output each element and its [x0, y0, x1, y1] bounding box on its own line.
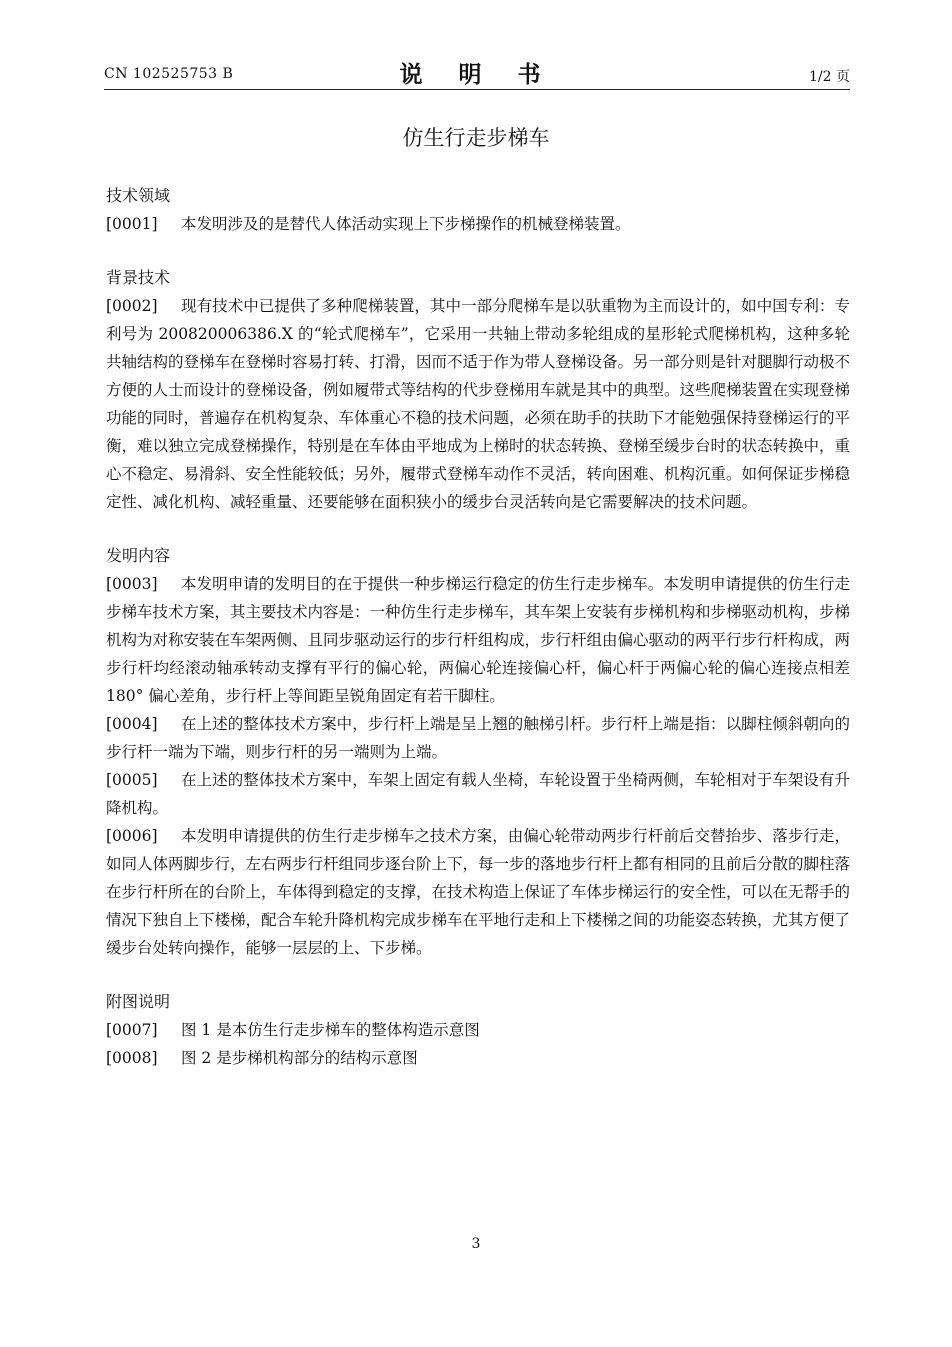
paragraph-text: 图 2 是步梯机构部分的结构示意图 — [181, 1049, 418, 1067]
paragraph — [106, 570, 850, 710]
paragraph-text: 现有技术中已提供了多种爬梯装置，其中一部分爬梯车是以驮重物为主而设计的，如中国专利：专利号为 200820006386.X 的“轮式爬梯车”，它采用一共轴上带动多轮组成的星形轮式爬梯机构，这种多轮共轴结构的登梯车在登梯时容易打转、打滑，因而不适于作为带人登梯设备。另一部分则是针对腿脚行动极不方便的人士而设计的登梯设备，例如履带式等结构的代步登梯用车就是其中的典型。这些爬梯装置在实现登梯功能的同时，普遍存在机构复杂、车体重心不稳的技术问题，必须在助手的扶助下才能勉强保持登梯运行的平衡，难以独立完成登梯操作，特别是在车体由平地成为上梯时的状态转换、登梯至缓步台时的状态转换中，重心不稳定、易滑斜、安全性能较低；另外，履带式登梯车动作不灵活，转向困难、机构沉重。如何保证步梯稳定性、减化机构、减轻重量、还要能够在面积狭小的缓步台灵活转向是它需要解决的技术问题。 — [106, 297, 851, 511]
section-heading: 发明内容 — [106, 546, 171, 565]
paragraph — [106, 210, 850, 238]
paragraph — [106, 710, 850, 766]
document-title: 仿生行走步梯车 — [402, 126, 550, 150]
paragraph-number: [0004] — [106, 715, 158, 733]
page-number: 3 — [471, 1236, 481, 1252]
paragraph-number: [0002] — [106, 297, 158, 315]
publication-number: CN 102525753 B — [104, 66, 234, 82]
paragraph-text: 图 1 是本仿生行走步梯车的整体构造示意图 — [181, 1021, 480, 1039]
paragraph-number: [0006] — [106, 827, 158, 845]
section-background-art — [106, 264, 850, 516]
section-heading: 背景技术 — [106, 268, 171, 287]
paragraph-number: [0003] — [106, 575, 158, 593]
paragraph — [106, 766, 850, 822]
page-indicator: 1/2 页 — [809, 69, 850, 85]
paragraph-text: 在上述的整体技术方案中，车架上固定有载人坐椅，车轮设置于坐椅两侧，车轮相对于车架设有升降机构。 — [106, 771, 850, 817]
paragraph-text: 在上述的整体技术方案中，步行杆上端是呈上翘的触梯引杆。步行杆上端是指：以脚柱倾斜朝向的步行杆一端为下端，则步行杆的另一端则为上端。 — [106, 715, 850, 761]
paragraph — [106, 822, 850, 962]
paragraph-text: 本发明申请的发明目的在于提供一种步梯运行稳定的仿生行走步梯车。本发明申请提供的仿生行走步梯车技术方案，其主要技术内容是：一种仿生行走步梯车，其车架上安装有步梯机构和步梯驱动机构，步梯机构为对称安装在车架两侧、且同步驱动运行的步行杆组构成，步行杆组由偏心驱动的两平行步行杆构成，两步行杆均经滚动轴承转动支撑有平行的偏心轮，两偏心轮连接偏心杆，偏心杆于两偏心轮的偏心连接点相差 180° 偏心差角，步行杆上等间距呈锐角固定有若干脚柱。 — [106, 575, 851, 705]
document-body — [106, 182, 850, 1072]
section-technical-field — [106, 182, 850, 238]
paragraph — [106, 292, 850, 516]
page-header — [104, 56, 850, 90]
document-type: 说 明 书 — [399, 61, 555, 88]
section-heading: 技术领域 — [106, 186, 171, 205]
paragraph-number: [0008] — [106, 1049, 158, 1067]
paragraph-text: 本发明申请提供的仿生行走步梯车之技术方案，由偏心轮带动两步行杆前后交替抬步、落步行走，如同人体两脚步行，左右两步行杆组同步逐台阶上下，每一步的落地步行杆上都有相同的且前后分散的脚柱落在步行杆所在的台阶上，车体得到稳定的支撑，在技术构造上保证了车体步梯运行的安全性，可以在无帮手的情况下独自上下楼梯，配合车轮升降机构完成步梯车在平地行走和上下楼梯之间的功能姿态转换，尤其方便了缓步台处转向操作，能够一层层的上、下步梯。 — [106, 827, 851, 957]
paragraph-number: [0001] — [106, 215, 158, 233]
section-heading: 附图说明 — [106, 992, 171, 1011]
paragraph-text: 本发明涉及的是替代人体活动实现上下步梯操作的机械登梯装置。 — [181, 215, 631, 233]
paragraph — [106, 1016, 850, 1044]
paragraph — [106, 1044, 850, 1072]
paragraph-number: [0005] — [106, 771, 158, 789]
section-figure-description — [106, 988, 850, 1072]
section-invention-content — [106, 542, 850, 962]
paragraph-number: [0007] — [106, 1021, 158, 1039]
header-rule — [104, 89, 850, 90]
